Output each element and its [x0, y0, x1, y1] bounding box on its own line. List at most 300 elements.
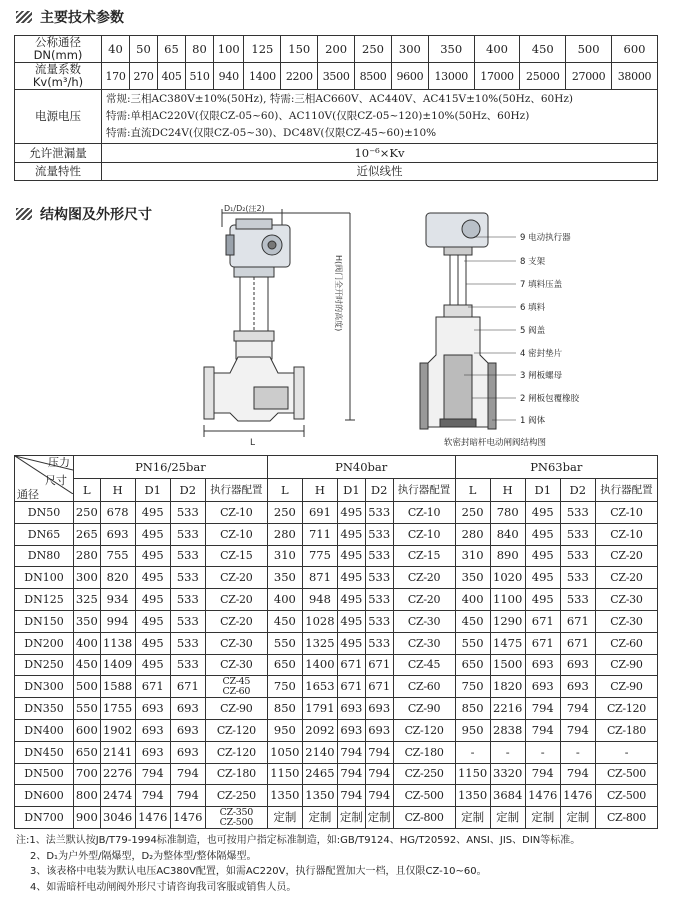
dimension-cell: 1350 — [455, 785, 490, 807]
dimensions-table — [14, 455, 658, 829]
kv-cell: 270 — [130, 63, 158, 90]
dimension-cell: 1500 — [490, 654, 525, 676]
dimension-cell: 794 — [170, 763, 205, 785]
dimension-cell: 671 — [525, 632, 560, 654]
power-line-2: 特需:单相AC220V(仅限CZ-05~60)、AC110V(仅限CZ-05~120)±10%(50Hz、60Hz) — [106, 110, 530, 122]
dimension-cell: 450 — [267, 610, 302, 632]
table-row — [15, 589, 658, 611]
dn-cell: 500 — [566, 36, 612, 63]
dimension-cell: 495 — [525, 545, 560, 567]
dimension-cell: 693 — [525, 654, 560, 676]
dimension-cell: 450 — [455, 610, 490, 632]
dimension-cell: 671 — [525, 610, 560, 632]
kv-cell: 3500 — [318, 63, 355, 90]
part-label-7: 7 填料压盖 — [520, 280, 563, 290]
dimension-cell: 1791 — [302, 698, 337, 720]
flow-label: 流量特性 — [15, 163, 102, 181]
dimension-cell: 533 — [560, 502, 595, 524]
dn-size-cell: DN300 — [15, 676, 74, 698]
table-row — [15, 567, 658, 589]
dn-cell: 40 — [102, 36, 130, 63]
actuator-cell: CZ-90 — [595, 676, 657, 698]
kv-cell: 9600 — [391, 63, 428, 90]
dimension-cell: 250 — [74, 502, 101, 524]
note-3: 3、该表格中电装为默认电压AC380V配置，如需AC220V，执行器配置加大一档，且仅限CZ-10~60。 — [30, 866, 487, 877]
dimension-cell: 671 — [337, 654, 365, 676]
actuator-cell: CZ-180 — [595, 719, 657, 741]
part-label-9: 9 电动执行器 — [520, 233, 571, 243]
actuator-cell: CZ-45 — [393, 654, 455, 676]
valve-outline-drawing — [190, 205, 370, 448]
flow-row — [15, 163, 658, 181]
col-header-d1: D1 — [525, 479, 560, 502]
dimension-cell: 775 — [302, 545, 337, 567]
part-label-6: 6 填料 — [520, 303, 546, 313]
dimension-cell: 495 — [337, 632, 365, 654]
dn-size-cell: DN50 — [15, 502, 74, 524]
actuator-cell: CZ-60 — [393, 676, 455, 698]
actuator-cell: CZ-800 — [393, 807, 455, 829]
leak-row — [15, 144, 658, 163]
dimension-cell: 794 — [560, 763, 595, 785]
corner-bore: 通径 — [17, 488, 39, 501]
dn-size-cell: DN400 — [15, 719, 74, 741]
dn-cell: 50 — [130, 36, 158, 63]
actuator-cell: CZ-20 — [393, 589, 455, 611]
dimension-cell: 533 — [365, 632, 393, 654]
actuator-cell: CZ-180 — [393, 741, 455, 763]
dimension-cell: 1476 — [170, 807, 205, 829]
dimension-cell: 2465 — [302, 763, 337, 785]
dimension-cell: 950 — [455, 719, 490, 741]
dimension-cell: 1476 — [135, 807, 170, 829]
dimension-cell: 533 — [170, 502, 205, 524]
table-row — [15, 785, 658, 807]
dimension-cell: 550 — [74, 698, 101, 720]
table-row — [15, 698, 658, 720]
kv-cell: 940 — [214, 63, 244, 90]
table-row — [15, 807, 658, 829]
dimension-cell: 650 — [267, 654, 302, 676]
dimension-cell: 定制 — [560, 807, 595, 829]
dimension-cell: 794 — [525, 763, 560, 785]
dn-label: 公称通径 DN(mm) — [15, 36, 102, 63]
dimension-cell: 750 — [267, 676, 302, 698]
dimension-cell: 1476 — [560, 785, 595, 807]
actuator-cell: CZ-10 — [595, 502, 657, 524]
h-label: H(阀门全开时的高度) — [334, 255, 343, 332]
dims-corner-cell — [15, 456, 74, 502]
col-header-h: H — [302, 479, 337, 502]
dimension-cell: 550 — [455, 632, 490, 654]
col-header-d2: D2 — [560, 479, 595, 502]
dimension-cell: 691 — [302, 502, 337, 524]
actuator-cell: CZ-90 — [205, 698, 267, 720]
actuator-cell: CZ-350 CZ-500 — [205, 807, 267, 829]
dims-header-row-1 — [15, 456, 658, 479]
actuator-cell: CZ-60 — [595, 632, 657, 654]
dimension-cell: 400 — [74, 632, 101, 654]
actuator-cell: CZ-30 — [393, 610, 455, 632]
dimension-cell: 950 — [267, 719, 302, 741]
actuator-cell: CZ-20 — [595, 567, 657, 589]
table-row — [15, 523, 658, 545]
table-row — [15, 719, 658, 741]
actuator-cell: CZ-250 — [393, 763, 455, 785]
dn-size-cell: DN500 — [15, 763, 74, 785]
dimension-cell: 495 — [525, 567, 560, 589]
actuator-cell: CZ-10 — [595, 523, 657, 545]
dn-cell: 450 — [520, 36, 566, 63]
dn-cell: 65 — [158, 36, 186, 63]
dimension-cell: 794 — [170, 785, 205, 807]
dimension-cell: 533 — [560, 567, 595, 589]
dimension-cell: 1020 — [490, 567, 525, 589]
part-label-8: 8 支架 — [520, 257, 546, 267]
kv-cell: 27000 — [566, 63, 612, 90]
gate-plate — [444, 355, 472, 419]
dimension-cell: 994 — [100, 610, 135, 632]
dimension-cell: 650 — [455, 654, 490, 676]
dimension-cell: 890 — [490, 545, 525, 567]
dimension-cell: 2276 — [100, 763, 135, 785]
actuator-cell: CZ-20 — [595, 545, 657, 567]
dimension-cell: 500 — [74, 676, 101, 698]
dimension-cell: 693 — [337, 698, 365, 720]
actuator-cell: CZ-20 — [205, 610, 267, 632]
dimension-cell: 533 — [170, 545, 205, 567]
dimension-cell: 533 — [365, 545, 393, 567]
part-label-3: 3 闸板螺母 — [520, 371, 563, 381]
actuator-cell: CZ-120 — [205, 741, 267, 763]
actuator-cell: CZ-30 — [205, 654, 267, 676]
dimension-cell: - — [490, 741, 525, 763]
dimension-cell: 280 — [455, 523, 490, 545]
dimension-cell: 2092 — [302, 719, 337, 741]
dimension-cell: 794 — [525, 698, 560, 720]
dimension-cell: 2140 — [302, 741, 337, 763]
corner-size: 尺寸 — [45, 474, 67, 487]
notes — [16, 833, 580, 895]
dimension-cell: 533 — [365, 610, 393, 632]
kv-cell: 17000 — [474, 63, 520, 90]
dimension-cell: 1150 — [267, 763, 302, 785]
dimension-cell: 693 — [135, 698, 170, 720]
dimension-cell: 350 — [455, 567, 490, 589]
kv-cell: 8500 — [355, 63, 392, 90]
actuator-cell: CZ-30 — [595, 589, 657, 611]
dimension-cell: 1820 — [490, 676, 525, 698]
dimension-cell: 533 — [560, 589, 595, 611]
dimension-cell: 671 — [560, 610, 595, 632]
dimension-cell: 1290 — [490, 610, 525, 632]
dimension-cell: 495 — [337, 567, 365, 589]
dimension-cell: - — [560, 741, 595, 763]
kv-cell: 38000 — [611, 63, 657, 90]
tech-params-table — [14, 35, 658, 181]
dn-size-cell: DN100 — [15, 567, 74, 589]
dn-size-cell: DN80 — [15, 545, 74, 567]
dimension-cell: 1050 — [267, 741, 302, 763]
dimension-cell: 671 — [560, 632, 595, 654]
dimension-cell: 533 — [170, 632, 205, 654]
dimension-cell: 495 — [337, 545, 365, 567]
col-header-d1: D1 — [135, 479, 170, 502]
dimension-cell: 495 — [337, 502, 365, 524]
kv-cell: 405 — [158, 63, 186, 90]
dimension-cell: 820 — [100, 567, 135, 589]
dimension-cell: 671 — [365, 676, 393, 698]
actuator-cell: CZ-500 — [393, 785, 455, 807]
dimension-cell: 650 — [74, 741, 101, 763]
dimension-cell: 1588 — [100, 676, 135, 698]
dimension-cell: 948 — [302, 589, 337, 611]
corner-pressure: 压力 — [48, 456, 70, 469]
dimension-cell: 定制 — [455, 807, 490, 829]
dn-size-cell: DN450 — [15, 741, 74, 763]
dimension-cell: 495 — [135, 589, 170, 611]
part-label-5: 5 阀盖 — [520, 326, 546, 336]
actuator-cell: CZ-30 — [595, 610, 657, 632]
part-label-4: 4 密封垫片 — [520, 349, 563, 359]
dimension-cell: 300 — [74, 567, 101, 589]
actuator-cell: - — [595, 741, 657, 763]
col-header-l: L — [74, 479, 101, 502]
dimension-cell: 794 — [560, 698, 595, 720]
dimension-cell: 671 — [365, 654, 393, 676]
dimension-cell: 794 — [365, 763, 393, 785]
dims-header-row-2 — [15, 479, 658, 502]
actuator-cell: CZ-10 — [205, 502, 267, 524]
kv-cell: 25000 — [520, 63, 566, 90]
actuator-cell: CZ-10 — [393, 523, 455, 545]
table-row — [15, 610, 658, 632]
actuator-cell: CZ-250 — [205, 785, 267, 807]
section-caption: 软密封暗杆电动闸阀结构图 — [444, 438, 547, 448]
pipe-section — [254, 387, 288, 409]
dimension-cell: 693 — [337, 719, 365, 741]
actuator-cell: CZ-15 — [205, 545, 267, 567]
actuator-cell: CZ-15 — [393, 545, 455, 567]
dimension-cell: 495 — [135, 610, 170, 632]
dimension-cell: 350 — [267, 567, 302, 589]
power-line-3: 特需:直流DC24V(仅限CZ-05~30)、DC48V(仅限CZ-45~60)±10% — [106, 127, 437, 139]
dimension-cell: 350 — [74, 610, 101, 632]
dimension-cell: 2141 — [100, 741, 135, 763]
dimension-cell: 定制 — [365, 807, 393, 829]
dimension-cell: 850 — [267, 698, 302, 720]
dimension-cell: 2474 — [100, 785, 135, 807]
dimension-cell: 794 — [337, 763, 365, 785]
dimension-cell: 1028 — [302, 610, 337, 632]
dimension-cell: 2838 — [490, 719, 525, 741]
dimension-cell: 840 — [490, 523, 525, 545]
note-1: 注:1、法兰默认按JB/T79-1994标准制造，也可按用户指定标准制造，如:GB/T9124、HG/T20592、ANSI、JIS、DIN等标准。 — [16, 835, 581, 846]
dimension-cell: 265 — [74, 523, 101, 545]
dimension-cell: 定制 — [267, 807, 302, 829]
actuator-cell: CZ-90 — [595, 654, 657, 676]
dimension-cell: 850 — [455, 698, 490, 720]
dimension-cell: 定制 — [525, 807, 560, 829]
actuator-cell: CZ-180 — [205, 763, 267, 785]
col-header-d2: D2 — [170, 479, 205, 502]
dimension-cell: 1150 — [455, 763, 490, 785]
dimension-cell: 495 — [135, 567, 170, 589]
dn-cell: 200 — [318, 36, 355, 63]
dimension-cell: 3684 — [490, 785, 525, 807]
dimension-cell: 495 — [135, 632, 170, 654]
power-line-1: 常规:三相AC380V±10%(50Hz), 特需:三相AC660V、AC440V、AC415V±10%(50Hz、60Hz) — [106, 93, 574, 105]
dimension-cell: 495 — [135, 502, 170, 524]
dimension-cell: 定制 — [490, 807, 525, 829]
dimension-cell: 495 — [337, 589, 365, 611]
kv-cell: 510 — [186, 63, 214, 90]
dimension-cell: 533 — [170, 610, 205, 632]
kv-cell: 13000 — [428, 63, 474, 90]
dimension-cell: 800 — [74, 785, 101, 807]
dimension-cell: 495 — [337, 610, 365, 632]
dimension-cell: 400 — [267, 589, 302, 611]
dimension-cell: 1755 — [100, 698, 135, 720]
actuator-cell: CZ-20 — [205, 567, 267, 589]
table-row — [15, 654, 658, 676]
dn-size-cell: DN350 — [15, 698, 74, 720]
group-pn16-25: PN16/25bar — [74, 456, 268, 479]
table-row — [15, 676, 658, 698]
actuator-cell: CZ-10 — [205, 523, 267, 545]
dimension-cell: 533 — [170, 589, 205, 611]
dimension-cell: 550 — [267, 632, 302, 654]
actuator-cell: CZ-500 — [595, 785, 657, 807]
dimension-cell: 533 — [560, 545, 595, 567]
dimension-cell: 310 — [267, 545, 302, 567]
note-4: 4、如需暗杆电动闸阀外形尺寸请咨询我司客服或销售人员。 — [30, 881, 297, 893]
dn-cell: 350 — [428, 36, 474, 63]
dimension-cell: 750 — [455, 676, 490, 698]
dimension-cell: 671 — [135, 676, 170, 698]
dimension-cell: 693 — [560, 676, 595, 698]
dimension-cell: 533 — [170, 523, 205, 545]
dn-cell: 600 — [611, 36, 657, 63]
dimension-cell: 495 — [525, 502, 560, 524]
dimension-cell: 325 — [74, 589, 101, 611]
dn-size-cell: DN250 — [15, 654, 74, 676]
col-header-actuator: 执行器配置 — [393, 479, 455, 502]
dimension-cell: 533 — [365, 567, 393, 589]
leak-value: 10⁻⁶×Kv — [102, 144, 658, 163]
dimension-cell: 250 — [267, 502, 302, 524]
actuator-cell: CZ-45 CZ-60 — [205, 676, 267, 698]
section-title-tech-params: 主要技术参数 — [16, 7, 124, 27]
kv-row — [15, 63, 658, 90]
dn-row — [15, 36, 658, 63]
dimension-cell: 2216 — [490, 698, 525, 720]
col-header-h: H — [490, 479, 525, 502]
table-row — [15, 632, 658, 654]
dn-size-cell: DN200 — [15, 632, 74, 654]
actuator-cell: CZ-120 — [205, 719, 267, 741]
dn-cell: 300 — [391, 36, 428, 63]
dimension-cell: 定制 — [337, 807, 365, 829]
col-header-d2: D2 — [365, 479, 393, 502]
dimension-cell: 693 — [100, 523, 135, 545]
dimension-cell: 1325 — [302, 632, 337, 654]
flow-value: 近似线性 — [102, 163, 658, 181]
dimension-cell: 3046 — [100, 807, 135, 829]
dimension-cell: 794 — [365, 785, 393, 807]
dimension-cell: 1409 — [100, 654, 135, 676]
dimension-cell: 794 — [337, 741, 365, 763]
actuator-cell: CZ-10 — [393, 502, 455, 524]
dimension-cell: 693 — [365, 719, 393, 741]
table-row — [15, 502, 658, 524]
dimension-cell: 794 — [337, 785, 365, 807]
dimension-cell: 533 — [365, 523, 393, 545]
dimension-cell: 693 — [365, 698, 393, 720]
dn-size-cell: DN600 — [15, 785, 74, 807]
actuator-cell: CZ-120 — [393, 719, 455, 741]
actuator-cell: CZ-90 — [393, 698, 455, 720]
dn-size-cell: DN150 — [15, 610, 74, 632]
table-row — [15, 741, 658, 763]
dimension-cell: 934 — [100, 589, 135, 611]
part-label-2: 2 闸板包覆橡胶 — [520, 394, 580, 404]
dimension-cell: 400 — [455, 589, 490, 611]
dimension-cell: 780 — [490, 502, 525, 524]
dimension-cell: 794 — [135, 785, 170, 807]
dimension-cell: 693 — [135, 741, 170, 763]
dn-cell: 80 — [186, 36, 214, 63]
dimension-cell: 533 — [560, 523, 595, 545]
actuator-cell: CZ-800 — [595, 807, 657, 829]
dimension-cell: 495 — [135, 523, 170, 545]
actuator-cell: CZ-20 — [205, 589, 267, 611]
dimension-cell: 693 — [170, 741, 205, 763]
dimension-cell: 671 — [337, 676, 365, 698]
dimension-cell: 671 — [170, 676, 205, 698]
actuator-cell: CZ-500 — [595, 763, 657, 785]
dimension-cell: 280 — [74, 545, 101, 567]
note-2: 2、D₁为户外型/隔爆型，D₂为整体型/整体隔爆型。 — [30, 850, 257, 862]
dimension-cell: 1100 — [490, 589, 525, 611]
dimension-cell: 794 — [560, 719, 595, 741]
dimension-cell: 533 — [365, 502, 393, 524]
dn-cell: 100 — [214, 36, 244, 63]
group-pn40: PN40bar — [267, 456, 455, 479]
col-header-actuator: 执行器配置 — [595, 479, 657, 502]
dimension-cell: 1350 — [302, 785, 337, 807]
col-header-h: H — [100, 479, 135, 502]
l-label: L — [250, 438, 256, 448]
dimension-cell: 1476 — [525, 785, 560, 807]
actuator-cell: CZ-30 — [393, 632, 455, 654]
dimension-cell: 533 — [170, 567, 205, 589]
dimension-cell: 693 — [525, 676, 560, 698]
dn-size-cell: DN65 — [15, 523, 74, 545]
section-title-structure: 结构图及外形尺寸 — [16, 204, 152, 224]
dimension-cell: 711 — [302, 523, 337, 545]
dimension-cell: 280 — [267, 523, 302, 545]
col-header-l: L — [455, 479, 490, 502]
dimension-cell: 495 — [337, 523, 365, 545]
col-header-l: L — [267, 479, 302, 502]
kv-cell: 1400 — [244, 63, 281, 90]
d-label: D₁/D₂(注2) — [224, 205, 265, 213]
dimension-cell: 678 — [100, 502, 135, 524]
dn-cell: 150 — [281, 36, 318, 63]
dimension-cell: 1475 — [490, 632, 525, 654]
hatch-icon — [16, 11, 32, 23]
